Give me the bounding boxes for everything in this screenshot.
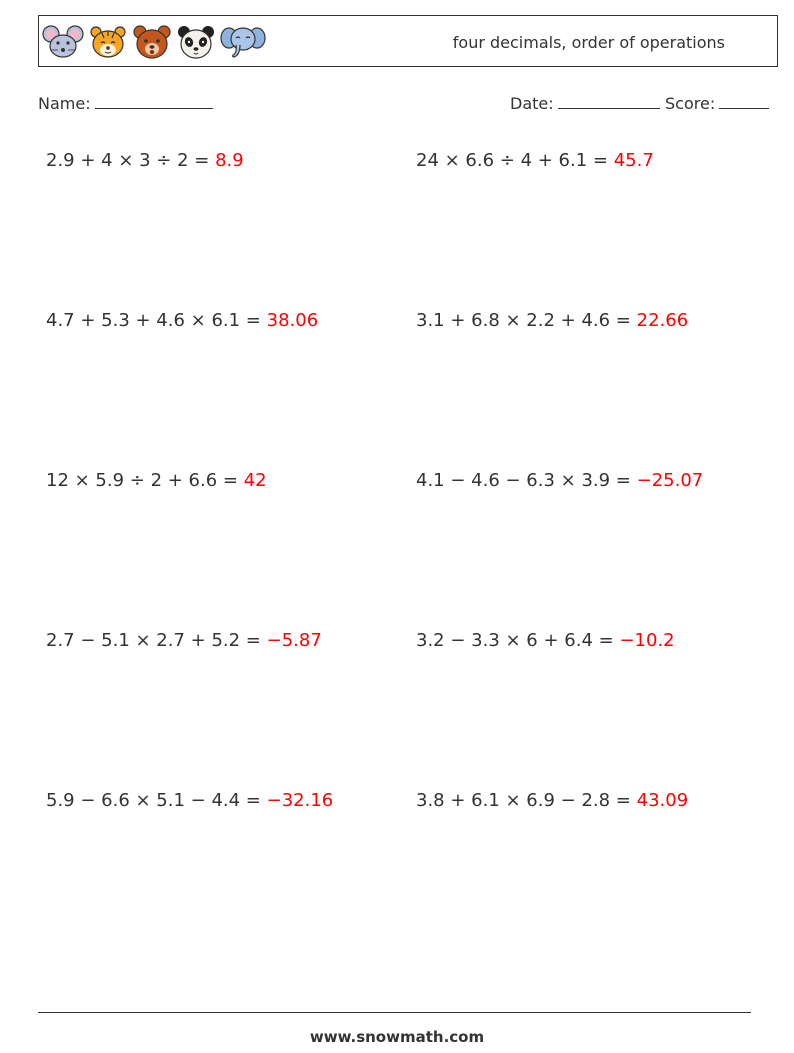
problem-2 [416,150,654,171]
problem-expression: 2.7 − 5.1 × 2.7 + 5.2 = [46,630,261,651]
worksheet-title: four decimals, order of operations [452,33,725,52]
problem-expression: 3.1 + 6.8 × 2.2 + 4.6 = [416,310,631,331]
problem-answer: 22.66 [636,310,689,331]
problem-answer: −25.07 [636,470,704,491]
problem-expression: 3.2 − 3.3 × 6 + 6.4 = [416,630,614,651]
problem-expression: 12 × 5.9 ÷ 2 + 6.6 = [46,470,238,491]
problem-10 [416,790,688,811]
name-field[interactable] [38,92,213,113]
problem-9 [46,790,333,811]
problem-7 [46,630,322,651]
score-label: Score: [665,94,716,113]
score-blank[interactable] [719,92,769,109]
problem-4 [416,310,688,331]
problem-answer: −10.2 [619,630,675,651]
footer-divider [38,1012,751,1013]
mouse-icon [42,23,84,61]
date-blank[interactable] [558,92,660,109]
problem-expression: 4.1 − 4.6 − 6.3 × 3.9 = [416,470,631,491]
score-field[interactable] [665,92,769,113]
problem-answer: −32.16 [266,790,334,811]
worksheet-header [38,15,778,67]
problem-expression: 2.9 + 4 × 3 ÷ 2 = [46,150,210,171]
tiger-icon [88,23,128,61]
problem-expression: 24 × 6.6 ÷ 4 + 6.1 = [416,150,608,171]
problem-expression: 3.8 + 6.1 × 6.9 − 2.8 = [416,790,631,811]
problem-answer: 43.09 [636,790,689,811]
date-field[interactable] [510,92,660,113]
problem-1 [46,150,244,171]
elephant-icon [220,23,266,61]
problem-6 [416,470,703,491]
problem-expression: 4.7 + 5.3 + 4.6 × 6.1 = [46,310,261,331]
problem-5 [46,470,267,491]
date-label: Date: [510,94,554,113]
problem-answer: 45.7 [613,150,654,171]
problem-8 [416,630,675,651]
name-blank[interactable] [95,92,213,109]
problem-answer: −5.87 [266,630,322,651]
animal-icons [42,23,266,61]
problem-expression: 5.9 − 6.6 × 5.1 − 4.4 = [46,790,261,811]
problem-3 [46,310,318,331]
problem-answer: 38.06 [266,310,319,331]
problem-answer: 42 [243,470,267,491]
name-label: Name: [38,94,91,113]
footer-url: www.snowmath.com [309,1028,485,1046]
bear-icon [132,23,172,61]
panda-icon [176,23,216,61]
problem-answer: 8.9 [215,150,244,171]
